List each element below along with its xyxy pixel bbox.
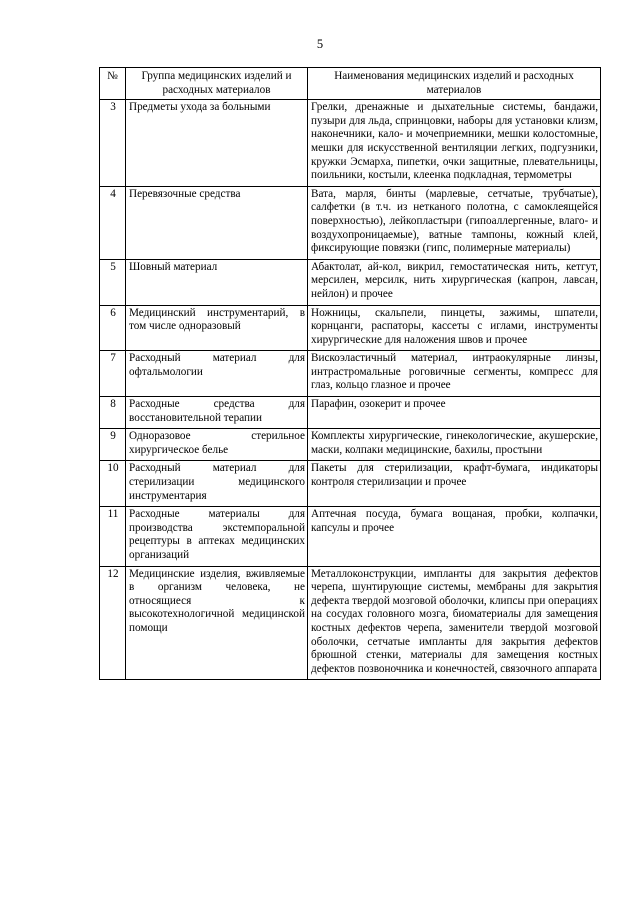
row-group: Одноразовое стерильное хирургическое белье — [126, 429, 308, 461]
header-names: Наименования медицинских изделий и расходных материалов — [308, 68, 601, 100]
table-row — [100, 461, 601, 507]
row-group: Медицинский инструментарий, в том числе одноразовый — [126, 305, 308, 351]
row-names: Комплекты хирургические, гинекологические, акушерские, маски, колпаки медицинские, бахилы, простыни — [308, 429, 601, 461]
row-number: 3 — [100, 100, 126, 187]
row-number: 9 — [100, 429, 126, 461]
row-number: 4 — [100, 186, 126, 259]
page-number: 5 — [316, 37, 324, 51]
row-number: 12 — [100, 566, 126, 680]
row-group: Шовный материал — [126, 259, 308, 305]
table-row — [100, 397, 601, 429]
table-row — [100, 100, 601, 187]
row-group: Медицинские изделия, вживляемые в организм человека, не относящиеся к высокотехнологичной медицинской помощи — [126, 566, 308, 680]
table-row — [100, 429, 601, 461]
row-number: 6 — [100, 305, 126, 351]
row-number: 8 — [100, 397, 126, 429]
table-row — [100, 566, 601, 680]
row-group: Расходный материал для стерилизации медицинского инструментария — [126, 461, 308, 507]
row-names: Пакеты для стерилизации, крафт-бумага, индикаторы контроля стерилизации и прочее — [308, 461, 601, 507]
row-names: Вата, марля, бинты (марлевые, сетчатые, трубчатые), салфетки (в т.ч. из нетканого полотна, с самоклеящейся поверхностью), лейкопластыри (гипоаллергенные, влаго- и воздухопроницаемые), ватные тампоны, кожный клей, фиксирующие повязки (гипс, полимерные материалы) — [308, 186, 601, 259]
row-names: Абактолат, ай-кол, викрил, гемостатическая нить, кетгут, мерсилен, мерсилк, нить хирургическая (капрон, лавсан, нейлон) и прочее — [308, 259, 601, 305]
table-row — [100, 305, 601, 351]
row-number: 10 — [100, 461, 126, 507]
row-group: Перевязочные средства — [126, 186, 308, 259]
row-group: Расходные материалы для производства экстемпоральной рецептуры в аптеках медицинских организаций — [126, 507, 308, 566]
row-group: Предметы ухода за больными — [126, 100, 308, 187]
row-number: 11 — [100, 507, 126, 566]
table-row — [100, 507, 601, 566]
row-group: Расходный материал для офтальмологии — [126, 351, 308, 397]
table-row — [100, 259, 601, 305]
row-names: Парафин, озокерит и прочее — [308, 397, 601, 429]
header-group: Группа медицинских изделий и расходных материалов — [126, 68, 308, 100]
medical-supplies-table — [99, 67, 601, 680]
row-group: Расходные средства для восстановительной терапии — [126, 397, 308, 429]
row-number: 7 — [100, 351, 126, 397]
table-row — [100, 351, 601, 397]
row-names: Грелки, дренажные и дыхательные системы, бандажи, пузыри для льда, спринцовки, наборы для установки клизм, наконечники, кало- и мочеприемники, мешки колостомные, мешки для искусственной вентиляции легких, подгузники, кружки Эсмарха, пипетки, очки защитные, плевательницы, поильники, костыли, клеенка подкладная, термометры — [308, 100, 601, 187]
row-names: Ножницы, скальпели, пинцеты, зажимы, шпатели, корнцанги, распаторы, кассеты с иглами, инструменты хирургические для наложения швов и прочее — [308, 305, 601, 351]
table-header-row — [100, 68, 601, 100]
row-names: Аптечная посуда, бумага вощаная, пробки, колпачки, капсулы и прочее — [308, 507, 601, 566]
row-names: Металлоконструкции, импланты для закрытия дефектов черепа, шунтирующие системы, мембраны для закрытия дефекта твердой мозговой оболочки, клипсы при операциях на сосудах головного мозга, биоматериалы для замещения костных дефектов черепа, заменители твердой мозговой оболочки, сетчатые импланты для закрытия дефектов брюшной стенки, материалы для замещения костных дефектов позвоночника и конечностей, связочного аппарата — [308, 566, 601, 680]
header-number: № — [100, 68, 126, 100]
row-number: 5 — [100, 259, 126, 305]
row-names: Вискоэластичный материал, интраокулярные линзы, интрастромальные роговичные сегменты, компресс для глаз, кольцо глазное и прочее — [308, 351, 601, 397]
table-row — [100, 186, 601, 259]
